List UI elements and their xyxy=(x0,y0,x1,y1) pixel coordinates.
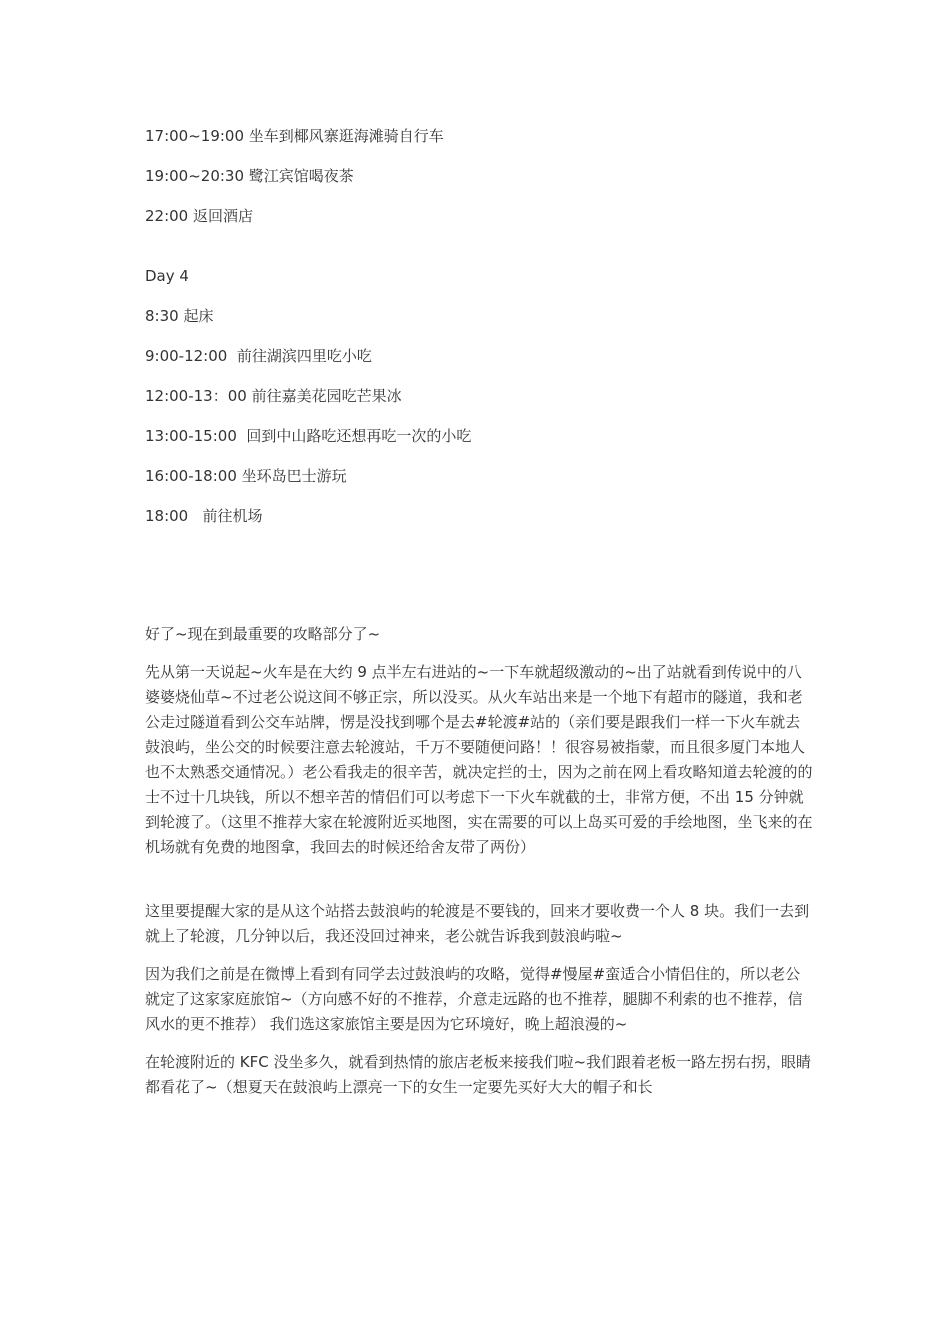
schedule-line: 16:00-18:00 坐环岛巴士游玩 xyxy=(145,467,347,485)
guide-paragraph: 在轮渡附近的 KFC 没坐多久，就看到热情的旅店老板来接我们啦~我们跟着老板一路左拐右拐，眼睛都看花了~（想夏天在鼓浪屿上漂亮一下的女生一定要先买好大大的帽子和长 xyxy=(145,1053,812,1096)
schedule-line: 9:00-12:00 前往湖滨四里吃小吃 xyxy=(145,347,372,365)
schedule-line: 13:00-15:00 回到中山路吃还想再吃一次的小吃 xyxy=(145,427,472,445)
guide-paragraph: 先从第一天说起~火车是在大约 9 点半左右进站的~一下车就超级激动的~出了站就看到传说中的八婆婆烧仙草~不过老公说这间不够正宗，所以没买。从火车站出来是一个地下有超市的隧道，我和老公走过隧道看到公交车站牌，愣是没找到哪个是去#轮渡#站的（亲们要是跟我们一样一下火车就去鼓浪屿，坐公交的时候要注意去轮渡站，千万不要随便问路！！很容易被指蒙，而且很多厦门本地人也不太熟悉交通情况。）老公看我走的很辛苦，就决定拦的士，因为之前在网上看攻略知道去轮渡的的士不过十几块钱，所以不想辛苦的情侣们可以考虑下一下火车就截的士，非常方便，不出 15 分钟就到轮渡了。（这里不推荐大家在轮渡附近买地图，实在需要的可以上岛买可爱的手绘地图，坐飞来的在机场就有免费的地图拿，我回去的时候还给舍友带了两份） xyxy=(145,663,813,856)
day-heading: Day 4 xyxy=(145,267,189,285)
schedule-line: 17:00~19:00 坐车到椰风寨逛海滩骑自行车 xyxy=(145,127,444,145)
guide-intro: 好了~现在到最重要的攻略部分了~ xyxy=(145,625,381,643)
schedule-line: 12:00-13：00 前往嘉美花园吃芒果冰 xyxy=(145,387,402,405)
schedule-line: 22:00 返回酒店 xyxy=(145,207,253,225)
document-body xyxy=(145,126,815,1113)
schedule-line: 8:30 起床 xyxy=(145,307,214,325)
guide-paragraph: 因为我们之前是在微博上看到有同学去过鼓浪屿的攻略，觉得#慢屋#蛮适合小情侣住的，所以老公就定了这家家庭旅馆~（方向感不好的不推荐，介意走远路的也不推荐，腿脚不利索的也不推荐，信风水的更不推荐） 我们选这家旅馆主要是因为它环境好，晚上超浪漫的~ xyxy=(145,965,803,1033)
guide-paragraph: 这里要提醒大家的是从这个站搭去鼓浪屿的轮渡是不要钱的，回来才要收费一个人 8 块。我们一去到就上了轮渡，几分钟以后，我还没回过神来，老公就告诉我到鼓浪屿啦~ xyxy=(145,902,810,945)
schedule-line: 19:00~20:30 鹭江宾馆喝夜茶 xyxy=(145,167,354,185)
schedule-line: 18:00 前往机场 xyxy=(145,507,263,525)
